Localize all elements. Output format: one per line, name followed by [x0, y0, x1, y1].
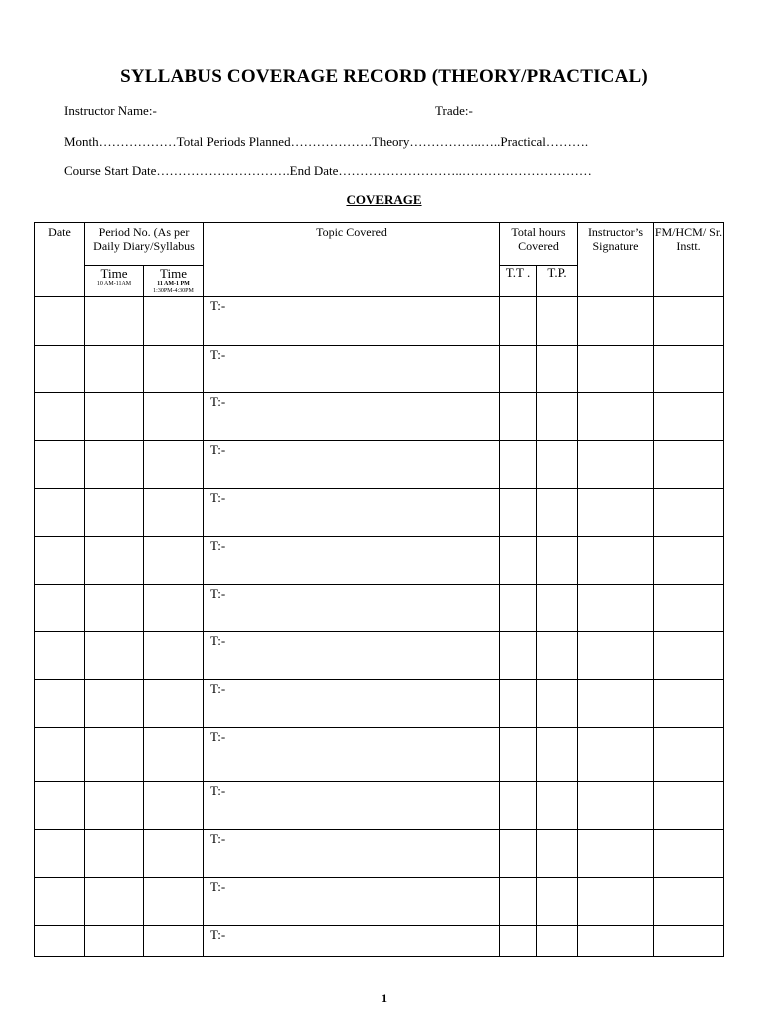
table-row — [35, 878, 724, 926]
table-cell — [85, 297, 144, 346]
table-cell — [500, 346, 537, 393]
table-cell — [500, 585, 537, 632]
table-cell — [85, 782, 144, 830]
table-row — [35, 393, 724, 441]
table-row — [35, 537, 724, 585]
topic-cell: T:- — [204, 680, 500, 728]
table-cell — [500, 782, 537, 830]
table-cell — [144, 346, 204, 393]
table-cell — [85, 728, 144, 782]
table-row — [35, 632, 724, 680]
table-row — [35, 346, 724, 393]
subheader-tt: T.T . — [500, 266, 537, 297]
table-cell — [35, 926, 85, 957]
coverage-heading: COVERAGE — [346, 192, 422, 207]
table-cell — [500, 393, 537, 441]
table-cell — [35, 297, 85, 346]
table-cell — [537, 393, 578, 441]
table-cell — [144, 393, 204, 441]
table-row — [35, 489, 724, 537]
table-row — [35, 680, 724, 728]
table-row — [35, 926, 724, 957]
table-row — [35, 585, 724, 632]
table-cell — [85, 830, 144, 878]
table-cell — [537, 782, 578, 830]
topic-cell: T:- — [204, 537, 500, 585]
table-cell — [654, 632, 724, 680]
topic-cell: T:- — [204, 926, 500, 957]
table-cell — [35, 878, 85, 926]
table-row — [35, 830, 724, 878]
page-number: 1 — [381, 991, 387, 1005]
instructor-name-field: Instructor Name:- — [64, 103, 157, 118]
table-cell — [654, 537, 724, 585]
topic-cell: T:- — [204, 830, 500, 878]
coverage-table — [34, 222, 724, 957]
table-cell — [537, 680, 578, 728]
table-cell — [537, 830, 578, 878]
month-periods-line: Month………………Total Periods Planned……………….Theory……………..…..Practical………. — [64, 134, 589, 149]
table-cell — [85, 346, 144, 393]
table-cell — [500, 537, 537, 585]
table-cell — [85, 632, 144, 680]
table-cell — [537, 441, 578, 489]
table-cell — [85, 441, 144, 489]
table-cell — [35, 728, 85, 782]
topic-cell: T:- — [204, 489, 500, 537]
table-cell — [35, 346, 85, 393]
table-cell — [537, 728, 578, 782]
table-cell — [578, 346, 654, 393]
table-cell — [654, 346, 724, 393]
table-cell — [35, 441, 85, 489]
topic-cell: T:- — [204, 393, 500, 441]
table-row — [35, 782, 724, 830]
table-cell — [144, 878, 204, 926]
topic-cell: T:- — [204, 782, 500, 830]
table-cell — [654, 680, 724, 728]
table-cell — [144, 680, 204, 728]
header-date: Date — [35, 223, 85, 297]
table-cell — [500, 489, 537, 537]
topic-cell: T:- — [204, 346, 500, 393]
subheader-time-2: Time 11 AM-1 PM 1:30PM-4:30PM — [144, 266, 204, 297]
table-cell — [537, 585, 578, 632]
table-cell — [35, 782, 85, 830]
table-cell — [85, 585, 144, 632]
table-cell — [500, 728, 537, 782]
table-cell — [35, 585, 85, 632]
table-cell — [144, 632, 204, 680]
table-cell — [85, 680, 144, 728]
table-cell — [654, 297, 724, 346]
document-title: SYLLABUS COVERAGE RECORD (THEORY/PRACTICAL) — [120, 66, 648, 87]
table-cell — [578, 393, 654, 441]
subheader-time-1: Time 10 AM-11AM — [85, 266, 144, 297]
table-cell — [578, 830, 654, 878]
table-cell — [144, 830, 204, 878]
topic-cell: T:- — [204, 728, 500, 782]
table-cell — [578, 728, 654, 782]
table-cell — [85, 537, 144, 585]
topic-cell: T:- — [204, 632, 500, 680]
table-cell — [578, 489, 654, 537]
table-cell — [35, 680, 85, 728]
table-cell — [654, 782, 724, 830]
topic-cell: T:- — [204, 297, 500, 346]
table-cell — [144, 489, 204, 537]
topic-cell: T:- — [204, 878, 500, 926]
table-cell — [144, 441, 204, 489]
table-cell — [35, 537, 85, 585]
table-cell — [85, 489, 144, 537]
topic-cell: T:- — [204, 585, 500, 632]
header-instructor-signature: Instructor’s Signature — [578, 223, 654, 297]
table-cell — [500, 830, 537, 878]
header-total-hours: Total hours Covered — [500, 223, 578, 266]
table-cell — [578, 782, 654, 830]
table-cell — [144, 537, 204, 585]
table-cell — [578, 926, 654, 957]
table-cell — [537, 878, 578, 926]
header-fm-hcm: FM/HCM/ Sr. Instt. — [654, 223, 724, 297]
table-cell — [35, 489, 85, 537]
table-cell — [654, 585, 724, 632]
table-cell — [654, 926, 724, 957]
subheader-tp: T.P. — [537, 266, 578, 297]
table-cell — [578, 537, 654, 585]
table-cell — [537, 489, 578, 537]
table-row — [35, 728, 724, 782]
topic-cell: T:- — [204, 441, 500, 489]
table-row — [35, 297, 724, 346]
table-cell — [537, 926, 578, 957]
table-cell — [144, 926, 204, 957]
table-cell — [537, 346, 578, 393]
table-cell — [654, 728, 724, 782]
table-cell — [654, 830, 724, 878]
table-cell — [578, 878, 654, 926]
table-cell — [578, 441, 654, 489]
table-cell — [144, 782, 204, 830]
table-cell — [500, 441, 537, 489]
table-cell — [500, 926, 537, 957]
table-cell — [35, 830, 85, 878]
trade-field: Trade:- — [435, 103, 473, 118]
table-cell — [35, 393, 85, 441]
table-cell — [500, 632, 537, 680]
table-cell — [537, 297, 578, 346]
table-cell — [537, 537, 578, 585]
course-dates-line: Course Start Date………………………….End Date………………………..………………………… — [64, 163, 592, 178]
table-cell — [578, 632, 654, 680]
table-cell — [35, 632, 85, 680]
header-period-no: Period No. (As per Daily Diary/Syllabus — [85, 223, 204, 266]
table-cell — [654, 393, 724, 441]
table-row — [35, 441, 724, 489]
table-cell — [500, 680, 537, 728]
table-cell — [578, 297, 654, 346]
header-topic-covered: Topic Covered — [204, 223, 500, 297]
table-cell — [654, 441, 724, 489]
table-cell — [85, 926, 144, 957]
table-cell — [537, 632, 578, 680]
table-cell — [500, 878, 537, 926]
table-cell — [578, 585, 654, 632]
table-cell — [144, 585, 204, 632]
table-cell — [654, 878, 724, 926]
table-cell — [500, 297, 537, 346]
table-cell — [144, 297, 204, 346]
table-cell — [654, 489, 724, 537]
table-cell — [85, 878, 144, 926]
table-cell — [85, 393, 144, 441]
table-cell — [578, 680, 654, 728]
table-cell — [144, 728, 204, 782]
